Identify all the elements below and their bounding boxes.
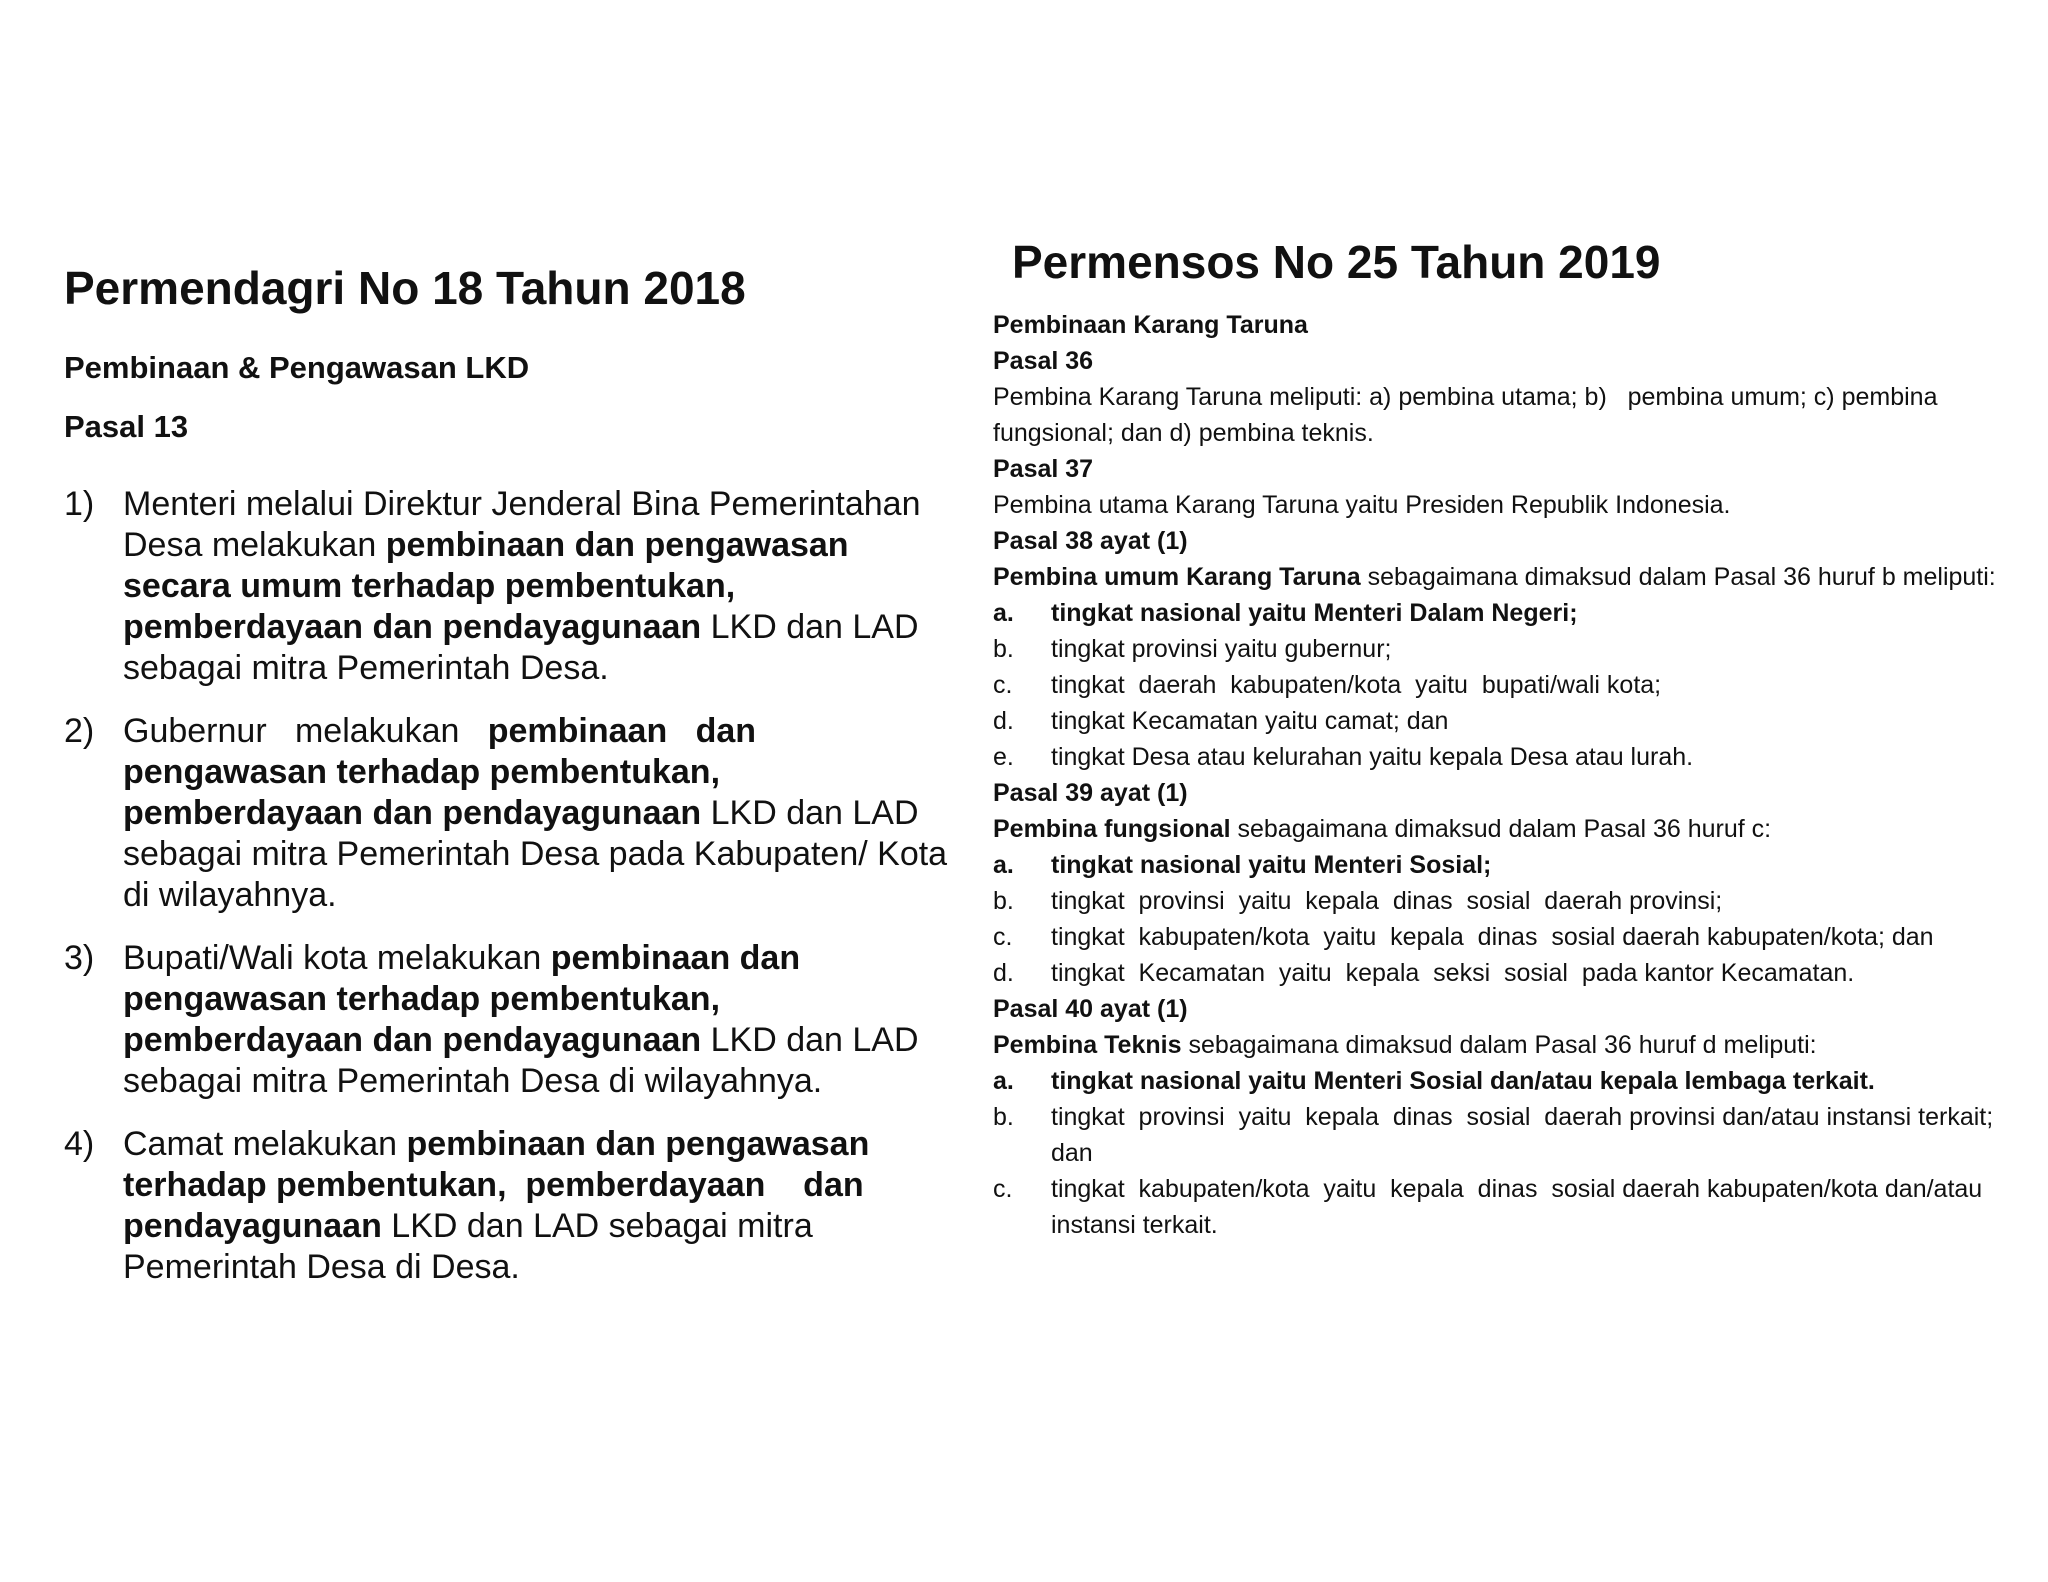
pasal-38-lead-bold: Pembina umum Karang Taruna <box>993 562 1361 591</box>
list-item <box>993 667 2013 703</box>
item-letter: c. <box>993 922 1013 951</box>
item-text: tingkat nasional yaitu Menteri Sosial dan/atau kepala lembaga terkait. <box>1051 1066 1875 1095</box>
left-title: Permendagri No 18 Tahun 2018 <box>64 262 746 314</box>
pasal-38-lead <box>993 559 2013 595</box>
item-text-bold: pembinaan dan pengawasan terhadap pembentukan, pemberdayaan dan pendayagunaan <box>123 712 766 833</box>
item-letter: e. <box>993 742 1014 771</box>
item-text: tingkat nasional yaitu Menteri Sosial; <box>1051 850 1492 879</box>
item-text: tingkat provinsi yaitu kepala dinas sosial daerah provinsi dan/atau instansi terkait; dan <box>1051 1102 2001 1167</box>
list-item <box>993 1063 2013 1099</box>
item-text: tingkat kabupaten/kota yaitu kepala dinas sosial daerah kabupaten/kota; dan <box>1051 922 1934 951</box>
pasal-40-lead-rest: sebagaimana dimaksud dalam Pasal 36 huruf d meliputi: <box>1181 1030 1817 1059</box>
item-text-bold: pembinaan dan pengawasan secara umum terhadap pembentukan, pemberdayaan dan pendayagunaan <box>123 526 849 647</box>
list-item <box>64 1124 964 1288</box>
pasal-37-label: Pasal 37 <box>993 454 1094 483</box>
item-text: tingkat provinsi yaitu gubernur; <box>1051 634 1392 663</box>
item-text: LKD dan LAD sebagai mitra Pemerintah Desa di wilayahnya. <box>123 1021 919 1101</box>
pasal-39-label: Pasal 39 ayat (1) <box>993 778 1188 807</box>
pasal-40-label: Pasal 40 ayat (1) <box>993 994 1188 1023</box>
item-text-bold: pembinaan dan pengawasan terhadap pembentukan, pemberdayaan dan pendayagunaan <box>123 1125 879 1246</box>
item-text: tingkat daerah kabupaten/kota yaitu bupati/wali kota; <box>1051 670 1662 699</box>
item-number: 2) <box>64 712 95 751</box>
pasal-38-lead-rest: sebagaimana dimaksud dalam Pasal 36 huruf b meliputi: <box>1360 562 1996 591</box>
left-subtitle: Pembinaan & Pengawasan LKD <box>64 349 530 385</box>
item-letter: a. <box>993 1066 1014 1095</box>
item-text-bold: pembinaan dan pengawasan terhadap pembentukan, pemberdayaan dan pendayagunaan <box>123 939 801 1060</box>
pasal-39-lead-bold: Pembina fungsional <box>993 814 1231 843</box>
item-letter: a. <box>993 850 1014 879</box>
item-text: Camat melakukan <box>123 1125 407 1164</box>
left-article-list <box>64 484 964 1288</box>
item-text: tingkat Kecamatan yaitu kepala seksi sosial pada kantor Kecamatan. <box>1051 958 1855 987</box>
item-text: tingkat Desa atau kelurahan yaitu kepala Desa atau lurah. <box>1051 742 1694 771</box>
item-letter: b. <box>993 886 1014 915</box>
item-text: LKD dan LAD sebagai mitra Pemerintah Desa pada Kabupaten/ Kota di wilayahnya. <box>123 794 948 915</box>
pasal-38-label: Pasal 38 ayat (1) <box>993 526 1188 555</box>
list-item <box>993 919 2013 955</box>
item-number: 3) <box>64 939 95 978</box>
item-text: Bupati/Wali kota melakukan <box>123 939 551 978</box>
item-letter: c. <box>993 670 1013 699</box>
item-text: tingkat Kecamatan yaitu camat; dan <box>1051 706 1449 735</box>
item-number: 4) <box>64 1125 95 1164</box>
right-title: Permensos No 25 Tahun 2019 <box>1012 236 1661 288</box>
pasal-37-text: Pembina utama Karang Taruna yaitu Presiden Republik Indonesia. <box>993 490 1731 519</box>
item-letter: b. <box>993 634 1014 663</box>
item-text: LKD dan LAD sebagai mitra Pemerintah Desa di Desa. <box>123 1207 813 1287</box>
item-letter: d. <box>993 958 1014 987</box>
item-text: Menteri melalui Direktur Jenderal Bina Pemerintahan Desa melakukan <box>123 485 921 565</box>
item-text: LKD dan LAD sebagai mitra Pemerintah Desa. <box>123 608 919 688</box>
left-column <box>64 262 964 1310</box>
pasal-40-lead <box>993 1027 2013 1063</box>
list-item <box>993 631 2013 667</box>
pasal-39-lead <box>993 811 2013 847</box>
item-letter: b. <box>993 1102 1014 1131</box>
item-text: tingkat nasional yaitu Menteri Dalam Negeri; <box>1051 598 1578 627</box>
item-text: tingkat kabupaten/kota yaitu kepala dinas sosial daerah kabupaten/kota dan/atau instansi terkait. <box>1051 1174 1990 1239</box>
list-item <box>993 1099 2013 1171</box>
list-item <box>993 739 2013 775</box>
item-letter: a. <box>993 598 1014 627</box>
item-number: 1) <box>64 485 95 524</box>
list-item <box>993 883 2013 919</box>
list-item <box>64 938 964 1102</box>
item-letter: c. <box>993 1174 1013 1203</box>
left-pasal-heading: Pasal 13 <box>64 408 189 444</box>
pasal-40-lead-bold: Pembina Teknis <box>993 1030 1182 1059</box>
pasal-36-label: Pasal 36 <box>993 346 1094 375</box>
item-letter: d. <box>993 706 1014 735</box>
item-text: tingkat provinsi yaitu kepala dinas sosial daerah provinsi; <box>1051 886 1723 915</box>
list-item <box>993 703 2013 739</box>
right-column <box>993 236 2013 1243</box>
pasal-36-text: Pembina Karang Taruna meliputi: a) pembina utama; b) pembina umum; c) pembina fungsional; dan d) pembina teknis. <box>993 382 1945 447</box>
section-heading: Pembinaan Karang Taruna <box>993 310 1308 339</box>
item-text: Gubernur melakukan <box>123 712 488 751</box>
list-item <box>64 484 964 689</box>
list-item <box>993 595 2013 631</box>
list-item <box>64 711 964 916</box>
list-item <box>993 955 2013 991</box>
pasal-39-lead-rest: sebagaimana dimaksud dalam Pasal 36 huruf c: <box>1230 814 1772 843</box>
list-item <box>993 847 2013 883</box>
list-item <box>993 1171 2013 1243</box>
